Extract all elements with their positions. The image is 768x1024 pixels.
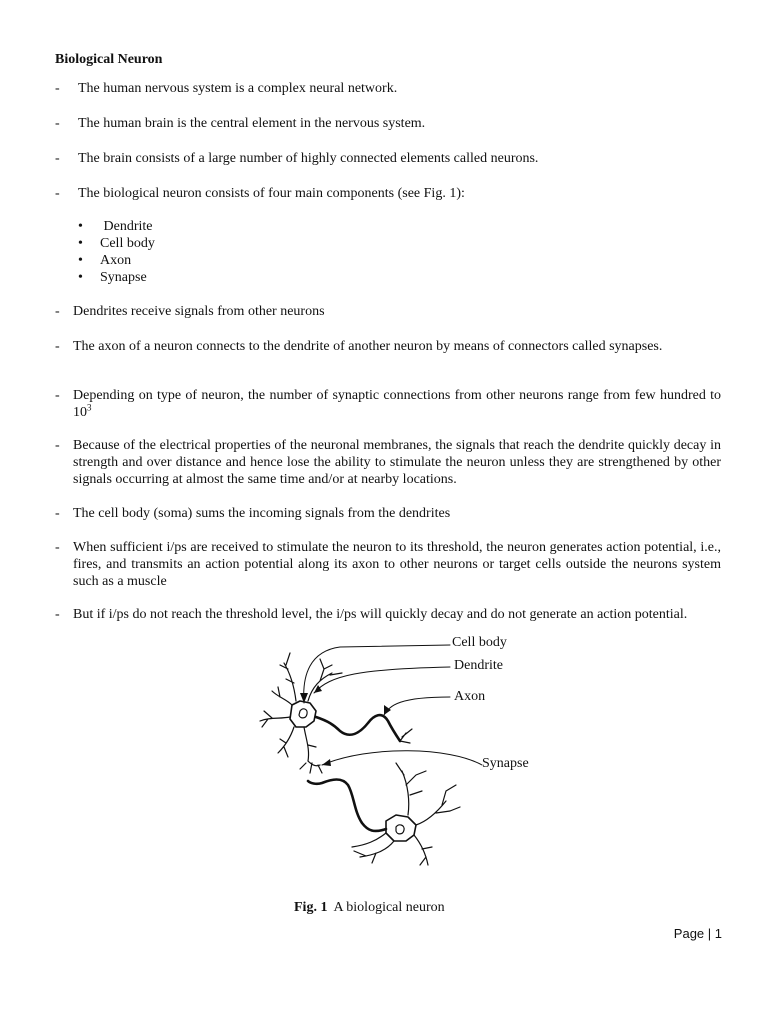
bullet-item (78, 218, 155, 235)
item-text: The human brain is the central element in the nervous system. (78, 116, 426, 131)
caption-text: A biological neuron (333, 900, 445, 915)
item-text: The human nervous system is a complex neural network. (78, 81, 398, 96)
item-text: When sufficient i/ps are received to stimulate the neuron to its threshold, the neuron generates action potential, i.e., fires, and transmits an action potential along its axon to other neurons or target cells outside the neurons system such as a muscle (73, 540, 721, 589)
item-text: Dendrites receive signals from other neurons (73, 304, 325, 319)
item-dash: - (55, 304, 60, 319)
component-bullet-list (78, 218, 155, 286)
leader-synapse (322, 751, 482, 765)
list-item (55, 80, 721, 97)
item-dash: - (55, 438, 60, 453)
item-dash: - (55, 186, 60, 201)
leader-cell-body (304, 645, 450, 703)
lower-nucleus (396, 825, 404, 834)
item-text: The biological neuron consists of four main components (see Fig. 1): (78, 186, 465, 201)
list-item (55, 437, 721, 488)
lower-axon (308, 780, 386, 832)
upper-nucleus (299, 709, 307, 718)
bullet-dot: • (78, 219, 83, 234)
caption-number: Fig. 1 (294, 900, 328, 915)
arrowhead-synapse (322, 759, 331, 766)
item-dash: - (55, 506, 60, 521)
list-item (55, 387, 721, 421)
item-dash: - (55, 607, 60, 622)
bullet-text: Synapse (100, 270, 147, 285)
list-item (55, 505, 721, 522)
item-text: But if i/ps do not reach the threshold level, the i/ps will quickly decay and do not generate an action potential. (73, 607, 688, 622)
bullet-text: Cell body (100, 236, 155, 251)
list-item (55, 539, 721, 590)
figure-caption (294, 900, 445, 916)
bullet-text: Axon (100, 253, 132, 268)
item-text: The axon of a neuron connects to the dendrite of another neuron by means of connectors called synapses. (73, 339, 663, 354)
neuron-figure (250, 635, 550, 895)
list-item (55, 185, 721, 202)
item-text (73, 387, 721, 421)
list-item (55, 115, 721, 132)
list-item (55, 303, 721, 320)
item-text: Because of the electrical properties of the neuronal membranes, the signals that reach the dendrite quickly decay in strength and over distance and hence lose the ability to stimulate the neuron unless they are strengthened by other signals occurring at almost the same time and/or at nearby locations. (73, 438, 721, 487)
page-number: Page | 1 (673, 926, 722, 941)
item-text-main: Depending on type of neuron, the number of synaptic connections from other neurons range from few hundred to 10 (73, 388, 721, 420)
lower-cell-body (386, 815, 416, 841)
label-cell-body: Cell body (452, 635, 507, 650)
bullet-dot: • (78, 236, 83, 251)
label-axon: Axon (454, 689, 486, 704)
label-dendrite: Dendrite (454, 658, 503, 673)
bullet-text: Dendrite (100, 219, 153, 234)
leader-dendrite (314, 667, 450, 693)
bullet-item (78, 252, 155, 269)
list-item (55, 606, 721, 623)
upper-axon (316, 715, 400, 741)
item-dash: - (55, 388, 60, 403)
bullet-dot: • (78, 253, 83, 268)
label-synapse: Synapse (482, 756, 529, 771)
arrowhead-axon (384, 705, 391, 715)
bullet-dot: • (78, 270, 83, 285)
bullet-item (78, 269, 155, 286)
item-dash: - (55, 116, 60, 131)
exponent: 3 (87, 402, 92, 413)
item-dash: - (55, 151, 60, 166)
upper-cell-body (290, 701, 316, 727)
list-item (55, 338, 721, 355)
bullet-item (78, 235, 155, 252)
item-text: The brain consists of a large number of highly connected elements called neurons. (78, 151, 539, 166)
list-item (55, 150, 721, 167)
document-title: Biological Neuron (55, 52, 163, 67)
leader-axon (384, 697, 450, 715)
item-dash: - (55, 540, 60, 555)
item-dash: - (55, 81, 60, 96)
item-text: The cell body (soma) sums the incoming signals from the dendrites (73, 506, 451, 521)
item-dash: - (55, 339, 60, 354)
